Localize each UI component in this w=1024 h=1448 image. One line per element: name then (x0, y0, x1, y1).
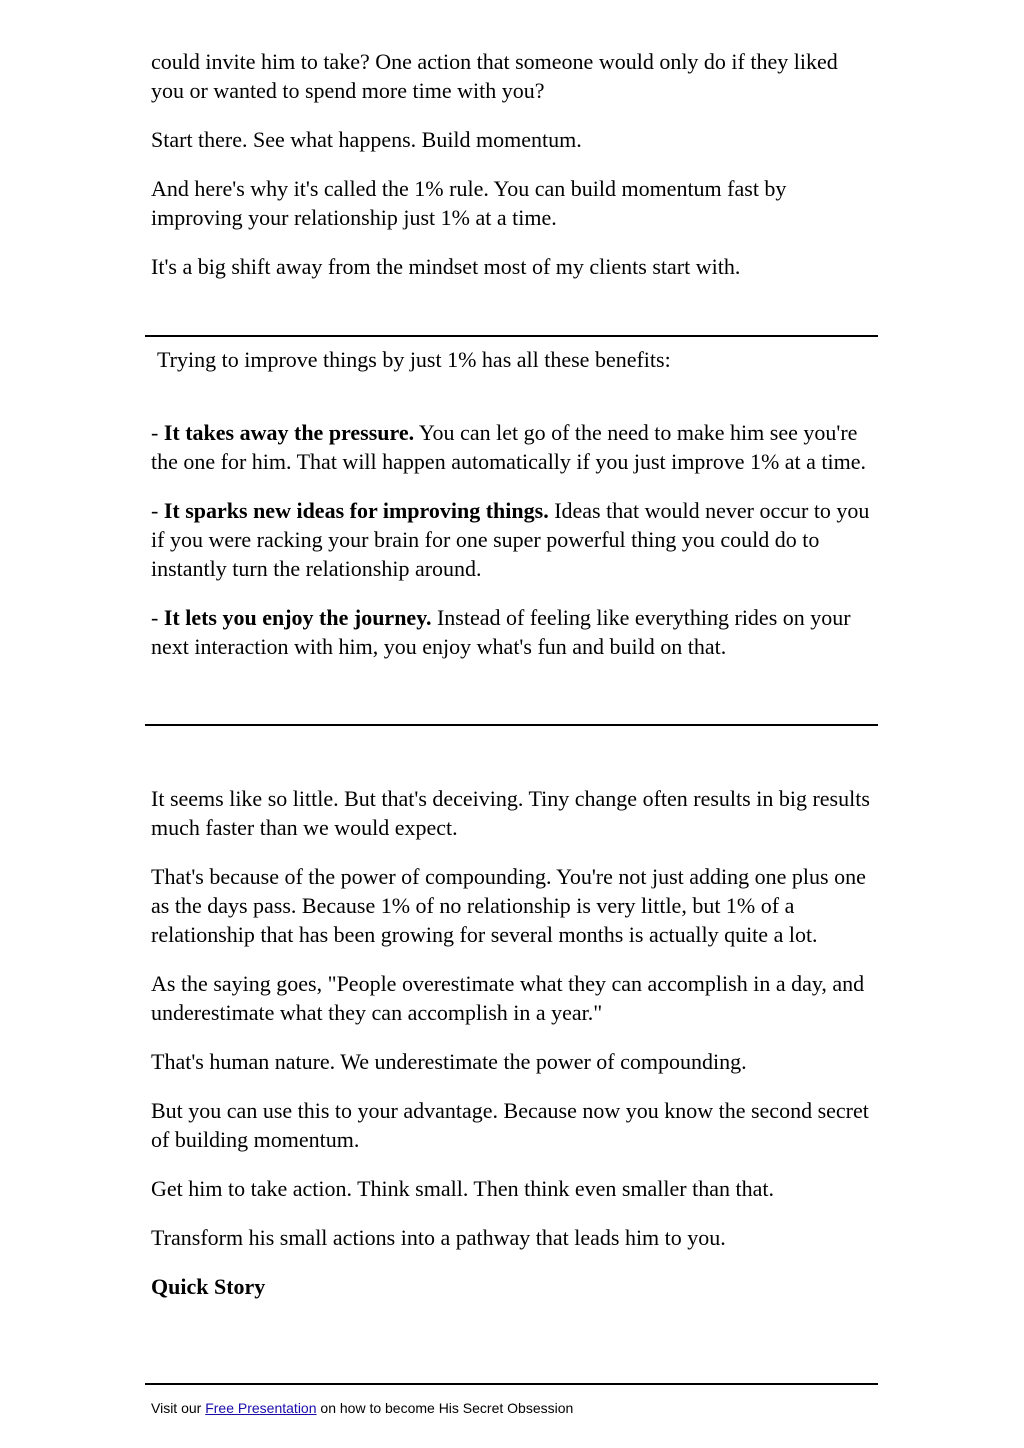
benefits-box (151, 345, 876, 681)
paragraph: It's a big shift away from the mindset most of my clients start with. (151, 254, 741, 279)
benefit-title: It lets you enjoy the journey. (163, 605, 432, 630)
paragraph: Get him to take action. Think small. Then think even smaller than that. (151, 1176, 774, 1201)
section-heading: Quick Story (151, 1274, 266, 1299)
benefit-title: It sparks new ideas for improving things. (163, 498, 549, 523)
benefit-title: It takes away the pressure. (163, 420, 415, 445)
paragraph: Start there. See what happens. Build momentum. (151, 127, 582, 152)
footer-rule (145, 1383, 878, 1385)
benefits-intro: Trying to improve things by just 1% has all these benefits: (157, 347, 671, 372)
paragraph: Transform his small actions into a pathway that leads him to you. (151, 1225, 726, 1250)
paragraph: But you can use this to your advantage. Because now you know the second secret of building momentum. (151, 1098, 869, 1152)
benefit-prefix: - (151, 420, 164, 445)
benefit-text: Ideas that would never occur to you if you were racking your brain for one super powerful thing you could do to instantly turn the relationship around. (151, 498, 870, 581)
benefit-item (151, 496, 876, 583)
free-presentation-link[interactable]: Free Presentation (205, 1400, 317, 1416)
box-bottom-rule (145, 724, 878, 726)
top-text-block (151, 47, 876, 301)
benefit-text: Instead of feeling like everything rides on your next interaction with him, you enjoy what's fun and build on that. (151, 605, 851, 659)
benefit-item (151, 603, 876, 661)
benefit-prefix: - (151, 498, 164, 523)
page-footer (151, 1399, 573, 1417)
paragraph: It seems like so little. But that's deceiving. Tiny change often results in big results much faster than we would expect. (151, 786, 870, 840)
footer-suffix: on how to become His Secret Obsession (316, 1400, 574, 1416)
benefit-item (151, 418, 876, 476)
paragraph: As the saying goes, "People overestimate what they can accomplish in a day, and underestimate what they can accomplish in a year." (151, 971, 865, 1025)
paragraph: That's because of the power of compounding. You're not just adding one plus one as the days pass. Because 1% of no relationship is very little, but 1% of a relationship that has been growing for several months is actually quite a lot. (151, 864, 866, 947)
benefit-prefix: - (151, 605, 164, 630)
box-top-rule (145, 335, 878, 337)
paragraph: That's human nature. We underestimate the power of compounding. (151, 1049, 747, 1074)
benefit-text: You can let go of the need to make him see you're the one for him. That will happen automatically if you just improve 1% at a time. (151, 420, 867, 474)
paragraph: And here's why it's called the 1% rule. You can build momentum fast by improving your relationship just 1% at a time. (151, 176, 787, 230)
footer-prefix: Visit our (151, 1400, 206, 1416)
paragraph: could invite him to take? One action that someone would only do if they liked you or wanted to spend more time with you? (151, 49, 838, 103)
bottom-text-block (151, 784, 876, 1301)
